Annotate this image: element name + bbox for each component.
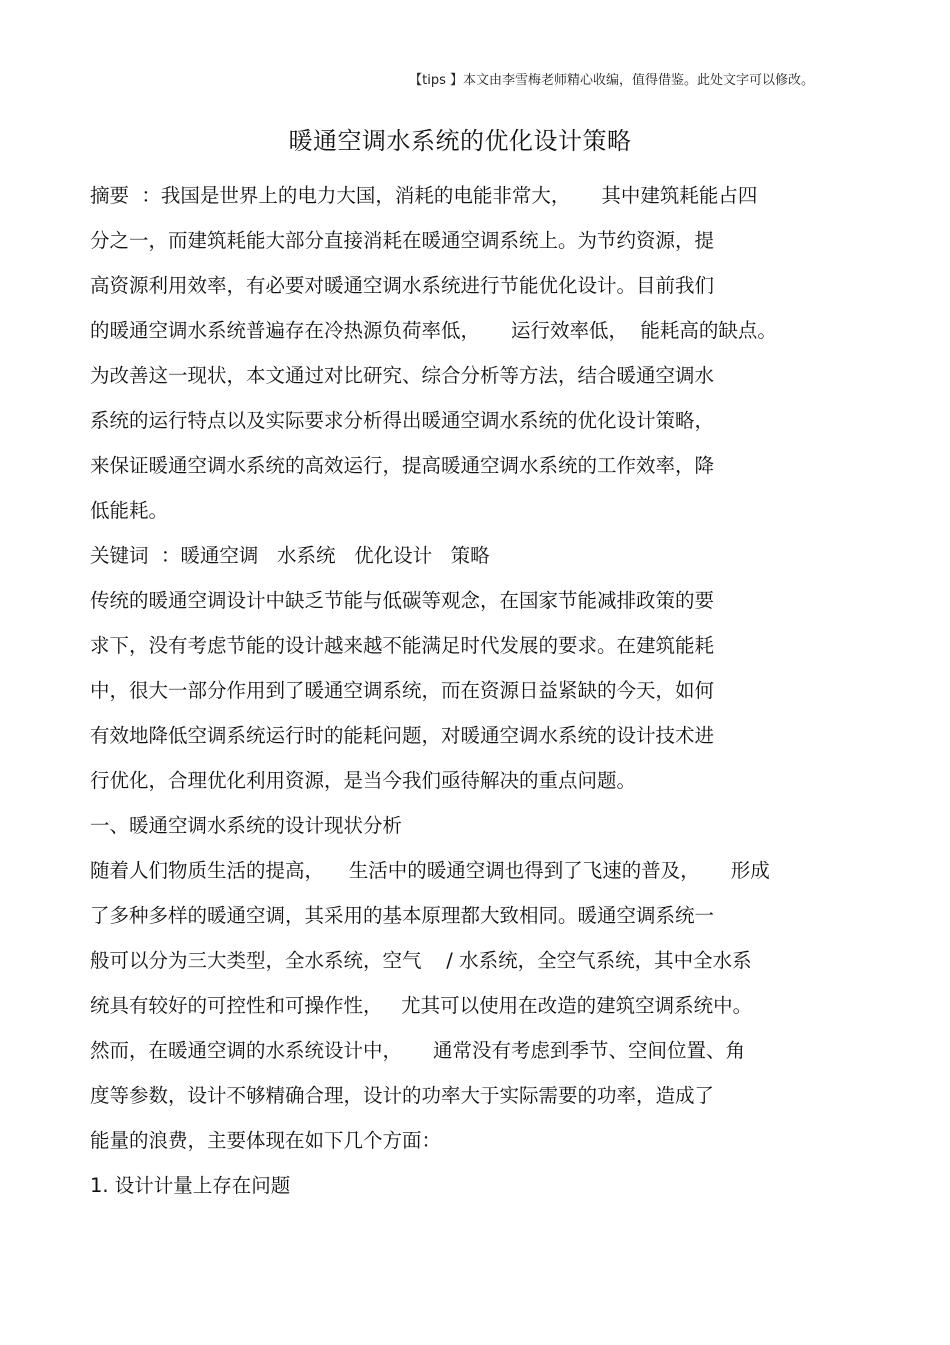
text-line: 高资源利用效率，有必要对暖通空调水系统进行节能优化设计。目前我们: [90, 274, 715, 297]
keywords-line: 关键词 ：暖通空调 水系统 优化设计 策略: [90, 544, 490, 567]
text-line: 传统的暖通空调设计中缺乏节能与低碳等观念，在国家节能减排政策的要: [90, 589, 715, 612]
text-line: 低能耗。: [90, 499, 169, 522]
text-line: 摘要 ：我国是世界上的电力大国，消耗的电能非常大， 其中建筑耗能占四: [90, 184, 758, 207]
section-heading: 一、暖通空调水系统的设计现状分析: [90, 814, 403, 837]
text-line: 统具有较好的可控性和可操作性， 尤其可以使用在改造的建筑空调系统中。: [90, 994, 753, 1017]
text-line: 般可以分为三大类型，全水系统，空气 / 水系统，全空气系统，其中全水系: [90, 949, 752, 972]
tips-header: 【tips 】本文由李雪梅老师精心收编，值得借鉴。此处文字可以修改。: [409, 73, 814, 88]
text-line: 来保证暖通空调水系统的高效运行，提高暖通空调水系统的工作效率，降: [90, 454, 715, 477]
text-line: 的暖通空调水系统普遍存在冷热源负荷率低， 运行效率低， 能耗高的缺点。: [90, 319, 777, 342]
text-line: 为改善这一现状，本文通过对比研究、综合分析等方法，结合暖通空调水: [90, 364, 715, 387]
text-line: 有效地降低空调系统运行时的能耗问题，对暖通空调水系统的设计技术进: [90, 724, 715, 747]
text-line: 随着人们物质生活的提高， 生活中的暖通空调也得到了飞速的普及， 形成: [90, 859, 770, 882]
text-line: 求下，没有考虑节能的设计越来越不能满足时代发展的要求。在建筑能耗: [90, 634, 715, 657]
text-line: 然而，在暖通空调的水系统设计中， 通常没有考虑到季节、空间位置、角: [90, 1039, 745, 1062]
text-line: 系统的运行特点以及实际要求分析得出暖通空调水系统的优化设计策略，: [90, 409, 715, 432]
text-line: 行优化，合理优化利用资源，是当今我们亟待解决的重点问题。: [90, 769, 637, 792]
text-line: 能量的浪费，主要体现在如下几个方面：: [90, 1129, 442, 1152]
document-body: [90, 176, 870, 1211]
subsection-heading: 1. 设计计量上存在问题: [90, 1174, 291, 1197]
text-line: 度等参数，设计不够精确合理，设计的功率大于实际需要的功率，造成了: [90, 1084, 715, 1107]
document-title: 暖通空调水系统的优化设计策略: [288, 127, 632, 155]
text-line: 中，很大一部分作用到了暖通空调系统，而在资源日益紧缺的今天，如何: [90, 679, 715, 702]
text-line: 分之一，而建筑耗能大部分直接消耗在暖通空调系统上。为节约资源，提: [90, 229, 715, 252]
text-line: 了多种多样的暖通空调，其采用的基本原理都大致相同。暖通空调系统一: [90, 904, 715, 927]
